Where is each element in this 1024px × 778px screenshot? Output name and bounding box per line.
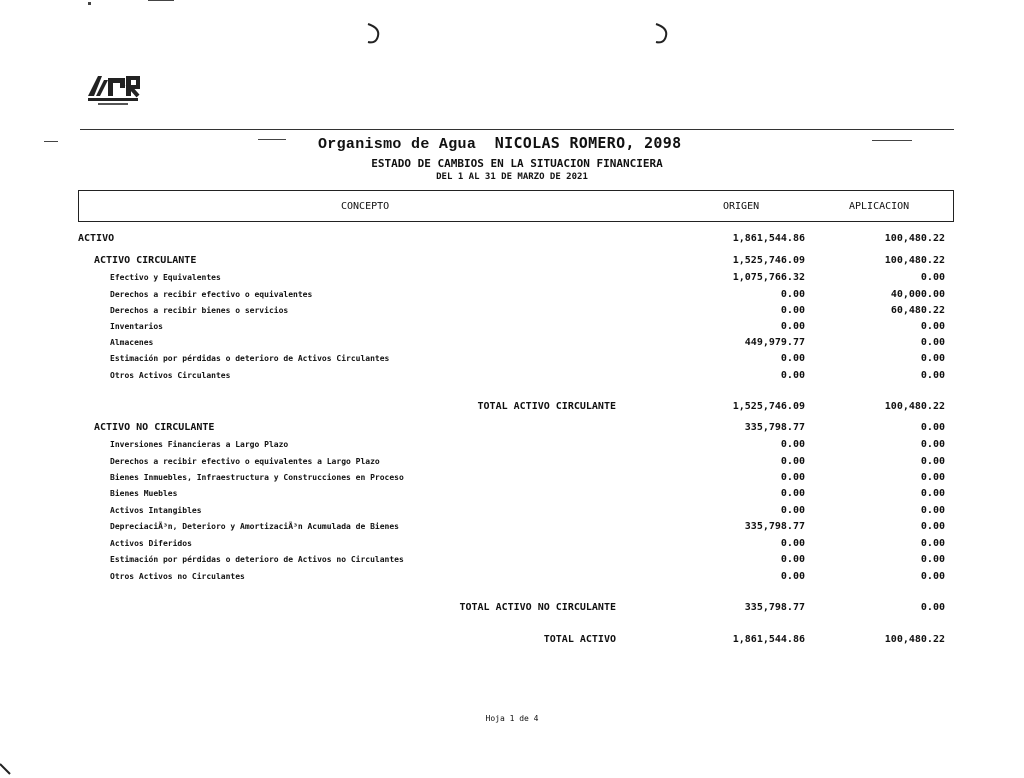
row-label: Bienes Muebles (110, 489, 178, 498)
row-application: 100,480.22 (884, 233, 945, 244)
row-application: 0.00 (920, 456, 945, 467)
column-header (78, 190, 954, 222)
row-origin: 449,979.77 (744, 337, 805, 348)
table-row (0, 554, 1024, 568)
subtotal-row (0, 602, 1024, 616)
punch-hole-left-icon (362, 20, 384, 48)
row-label: Derechos a recibir bienes o servicios (110, 306, 289, 315)
row-application: 0.00 (920, 337, 945, 348)
table-row (0, 439, 1024, 453)
row-label: Inversiones Financieras a Largo Plazo (110, 440, 289, 449)
row-label: Estimación por pérdidas o deterioro de Activos Circulantes (110, 354, 390, 363)
row-label: TOTAL ACTIVO NO CIRCULANTE (459, 602, 616, 613)
header-rule (80, 129, 954, 130)
scan-mark (44, 141, 58, 142)
row-application: 0.00 (920, 472, 945, 483)
row-origin: 1,075,766.32 (732, 272, 805, 283)
row-origin: 1,861,544.86 (732, 634, 805, 645)
column-application: APLICACION (849, 201, 910, 212)
row-application: 100,480.22 (884, 401, 945, 412)
table-row (0, 456, 1024, 470)
row-label: Estimación por pérdidas o deterioro de Activos no Circulantes (110, 555, 404, 564)
row-origin: 0.00 (780, 505, 805, 516)
row-label: Otros Activos no Circulantes (110, 572, 245, 581)
row-origin: 0.00 (780, 571, 805, 582)
row-application: 0.00 (920, 422, 945, 433)
row-application: 0.00 (920, 488, 945, 499)
row-label: TOTAL ACTIVO CIRCULANTE (477, 401, 616, 412)
scan-mark (258, 139, 286, 140)
table-row (0, 521, 1024, 535)
row-application: 0.00 (920, 272, 945, 283)
row-application: 0.00 (920, 505, 945, 516)
page-number: Hoja 1 de 4 (485, 714, 539, 723)
table-row (0, 337, 1024, 351)
report-title: ESTADO DE CAMBIOS EN LA SITUACION FINANCIERA (371, 157, 663, 170)
row-origin: 1,525,746.09 (732, 255, 805, 266)
row-application: 0.00 (920, 554, 945, 565)
row-label: Otros Activos Circulantes (110, 371, 231, 380)
row-label: DepreciaciÃ³n, Deterioro y AmortizaciÃ³n Acumulada de Bienes (110, 522, 399, 531)
row-application: 100,480.22 (884, 634, 945, 645)
row-label: ACTIVO NO CIRCULANTE (94, 422, 215, 433)
scan-mark (88, 2, 91, 5)
row-label: Derechos a recibir efectivo o equivalentes a Largo Plazo (110, 457, 380, 466)
grand-total-row (0, 634, 1024, 648)
table-row (0, 321, 1024, 335)
table-row (0, 305, 1024, 319)
row-application: 40,000.00 (890, 289, 945, 300)
table-row (0, 505, 1024, 519)
row-application: 0.00 (920, 353, 945, 364)
punch-hole-right-icon (650, 20, 672, 48)
table-row (0, 272, 1024, 286)
table-row (0, 255, 1024, 269)
row-origin: 0.00 (780, 353, 805, 364)
table-row (0, 472, 1024, 486)
table-row (0, 488, 1024, 502)
scan-mark (148, 0, 174, 1)
row-origin: 1,861,544.86 (732, 233, 805, 244)
row-label: ACTIVO CIRCULANTE (94, 255, 197, 266)
table-row (0, 538, 1024, 552)
row-origin: 0.00 (780, 554, 805, 565)
page-title (318, 134, 681, 153)
row-application: 0.00 (920, 602, 945, 613)
row-label: Efectivo y Equivalentes (110, 273, 221, 282)
row-origin: 0.00 (780, 289, 805, 300)
row-origin: 0.00 (780, 370, 805, 381)
table-row (0, 370, 1024, 384)
row-application: 0.00 (920, 538, 945, 549)
table-row (0, 353, 1024, 367)
column-concept: CONCEPTO (341, 201, 390, 212)
row-origin: 0.00 (780, 439, 805, 450)
row-application: 0.00 (920, 571, 945, 582)
row-origin: 335,798.77 (744, 422, 805, 433)
row-label: Derechos a recibir efectivo o equivalentes (110, 290, 313, 299)
row-origin: 0.00 (780, 538, 805, 549)
row-label: Activos Intangibles (110, 506, 202, 515)
corner-mark-icon (0, 762, 12, 776)
row-origin: 0.00 (780, 305, 805, 316)
row-origin: 0.00 (780, 456, 805, 467)
row-origin: 335,798.77 (744, 521, 805, 532)
row-label: Activos Diferidos (110, 539, 192, 548)
column-origin: ORIGEN (723, 201, 760, 212)
row-application: 0.00 (920, 439, 945, 450)
row-origin: 335,798.77 (744, 602, 805, 613)
subtotal-row (0, 401, 1024, 415)
table-row (0, 233, 1024, 247)
table-row (0, 289, 1024, 303)
scan-mark (872, 140, 912, 141)
row-origin: 0.00 (780, 472, 805, 483)
row-application: 60,480.22 (890, 305, 945, 316)
row-label: Almacenes (110, 338, 154, 347)
table-row (0, 422, 1024, 436)
row-application: 0.00 (920, 521, 945, 532)
row-label: Inventarios (110, 322, 163, 331)
row-label: Bienes Inmuebles, Infraestructura y Construcciones en Proceso (110, 473, 404, 482)
row-label: TOTAL ACTIVO (543, 634, 616, 645)
row-label: ACTIVO (78, 233, 115, 244)
row-application: 100,480.22 (884, 255, 945, 266)
org-name: Organismo de Agua (318, 136, 477, 153)
report-period: DEL 1 AL 31 DE MARZO DE 2021 (436, 172, 588, 182)
anr-logo-icon (86, 72, 142, 108)
row-application: 0.00 (920, 370, 945, 381)
row-application: 0.00 (920, 321, 945, 332)
table-row (0, 571, 1024, 585)
row-origin: 0.00 (780, 488, 805, 499)
entity-name: NICOLAS ROMERO, 2098 (494, 134, 682, 152)
row-origin: 1,525,746.09 (732, 401, 805, 412)
row-origin: 0.00 (780, 321, 805, 332)
